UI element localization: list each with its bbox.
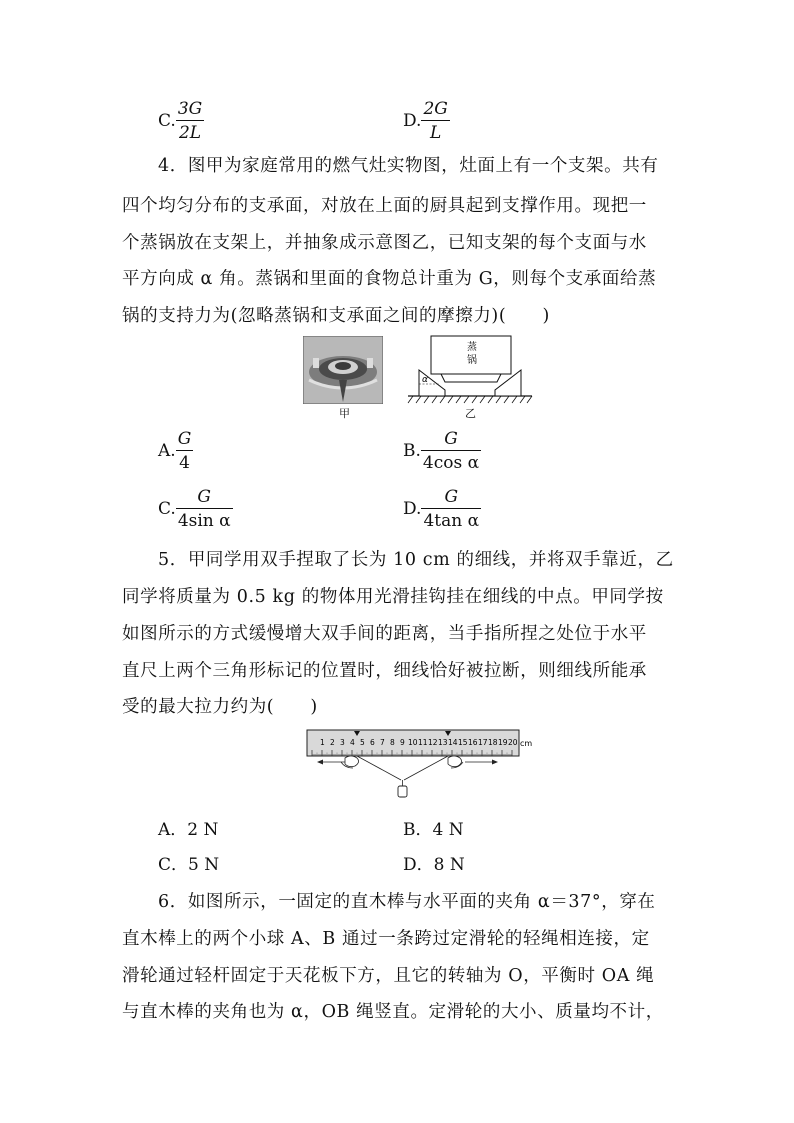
ruler-number: 4 bbox=[350, 738, 355, 747]
angle-label: α bbox=[422, 375, 428, 385]
q4-option-d bbox=[403, 486, 481, 533]
ruler-number: 8 bbox=[390, 738, 395, 747]
ruler-number: 9 bbox=[400, 738, 405, 747]
q5-option-c: C．5 N bbox=[158, 855, 220, 875]
fraction bbox=[421, 98, 449, 145]
ruler-number: 11 bbox=[418, 738, 428, 747]
denominator: 2L bbox=[178, 123, 202, 143]
numerator: G bbox=[176, 486, 233, 509]
denominator: L bbox=[429, 123, 442, 143]
pot-label-1: 蒸 bbox=[467, 342, 477, 353]
numerator: G bbox=[421, 428, 481, 451]
ruler-unit: cm bbox=[520, 739, 533, 748]
q5-option-a: A．2 N bbox=[158, 820, 219, 840]
option-label: D. bbox=[403, 111, 422, 131]
ruler-number: 2 bbox=[330, 738, 335, 747]
q6-line-2: 直木棒上的两个小球 A、B 通过一条跨过定滑轮的轻绳相连接，定 bbox=[122, 929, 650, 949]
q5-option-d: D．8 N bbox=[403, 855, 465, 875]
numerator: 2G bbox=[423, 99, 448, 119]
ruler-number: 16 bbox=[468, 738, 478, 747]
ruler-number: 12 bbox=[428, 738, 438, 747]
ruler-number: 6 bbox=[370, 738, 375, 747]
ruler-number: 17 bbox=[478, 738, 488, 747]
denominator: 4 bbox=[179, 453, 190, 473]
ruler-number: 1 bbox=[320, 738, 325, 747]
q4-option-a bbox=[158, 428, 193, 475]
q4-line-2: 四个均匀分布的支承面，对放在上面的厨具起到支撑作用。现把一 bbox=[122, 196, 647, 216]
ruler-number: 15 bbox=[458, 738, 468, 747]
ruler-drawing bbox=[305, 728, 537, 800]
ruler-number: 19 bbox=[498, 738, 508, 747]
ruler-number: 18 bbox=[488, 738, 498, 747]
q5-line-4: 直尺上两个三角形标记的位置时，细线恰好被拉断，则细线所能承 bbox=[122, 661, 647, 681]
ruler-number: 14 bbox=[448, 738, 458, 747]
option-label: A. bbox=[158, 441, 176, 461]
q5-line-2: 同学将质量为 0.5 kg 的物体用光滑挂钩挂在细线的中点。甲同学按 bbox=[122, 587, 664, 607]
q6-line-3: 滑轮通过轻杆固定于天花板下方，且它的转轴为 O，平衡时 OA 绳 bbox=[122, 966, 655, 986]
q6-line-1: 6．如图所示，一固定的直木棒与水平面的夹角 α＝37°，穿在 bbox=[158, 892, 656, 912]
q5-line-1: 5．甲同学用双手捏取了长为 10 cm 的细线，并将双手靠近，乙 bbox=[158, 550, 674, 570]
option-label: B. bbox=[403, 441, 421, 461]
fraction bbox=[176, 428, 194, 475]
denominator: 4cos α bbox=[422, 453, 480, 473]
caption-jia: 甲 bbox=[339, 407, 350, 420]
denominator: 4sin α bbox=[177, 511, 231, 531]
option-label: C. bbox=[158, 499, 176, 519]
ruler-number: 10 bbox=[408, 738, 418, 747]
numerator: 3G bbox=[177, 99, 203, 119]
q5-option-b: B．4 N bbox=[403, 820, 464, 840]
q4-line-5: 锅的支持力为(忽略蒸锅和支承面之间的摩擦力)( ) bbox=[122, 306, 550, 326]
q6-line-4: 与直木棒的夹角也为 α，OB 绳竖直。定滑轮的大小、质量均不计， bbox=[122, 1002, 664, 1022]
q3-option-d bbox=[403, 98, 450, 145]
stove-photo bbox=[303, 336, 383, 404]
fraction bbox=[176, 98, 204, 145]
ruler-figure bbox=[305, 728, 537, 800]
numerator: G bbox=[421, 486, 481, 509]
denominator: 4tan α bbox=[423, 511, 480, 531]
fraction bbox=[421, 428, 481, 475]
ruler-number: 20 bbox=[508, 738, 518, 747]
q4-option-b bbox=[403, 428, 481, 475]
option-label: D. bbox=[403, 499, 422, 519]
q4-line-4: 平方向成 α 角。蒸锅和里面的食物总计重为 G，则每个支承面给蒸 bbox=[122, 269, 657, 289]
numerator: G bbox=[177, 429, 192, 449]
option-label: C. bbox=[158, 111, 176, 131]
ruler-number: 7 bbox=[380, 738, 385, 747]
fraction bbox=[176, 486, 233, 533]
q4-line-3: 个蒸锅放在支架上，并抽象成示意图乙，已知支架的每个支面与水 bbox=[122, 233, 647, 253]
q4-line-1: 4．图甲为家庭常用的燃气灶实物图，灶面上有一个支架。共有 bbox=[158, 156, 659, 176]
q3-option-c bbox=[158, 98, 204, 145]
pot-label-2: 锅 bbox=[467, 355, 477, 366]
ruler-number: 5 bbox=[360, 738, 365, 747]
q4-option-c bbox=[158, 486, 233, 533]
q5-line-5: 受的最大拉力约为( ) bbox=[122, 697, 318, 717]
fraction bbox=[421, 486, 481, 533]
ruler-number: 3 bbox=[340, 738, 345, 747]
caption-yi: 乙 bbox=[465, 407, 476, 420]
steamer-diagram bbox=[405, 334, 535, 406]
q5-line-3: 如图所示的方式缓慢增大双手间的距离，当手指所捏之处位于水平 bbox=[122, 624, 647, 644]
ruler-number: 13 bbox=[438, 738, 448, 747]
